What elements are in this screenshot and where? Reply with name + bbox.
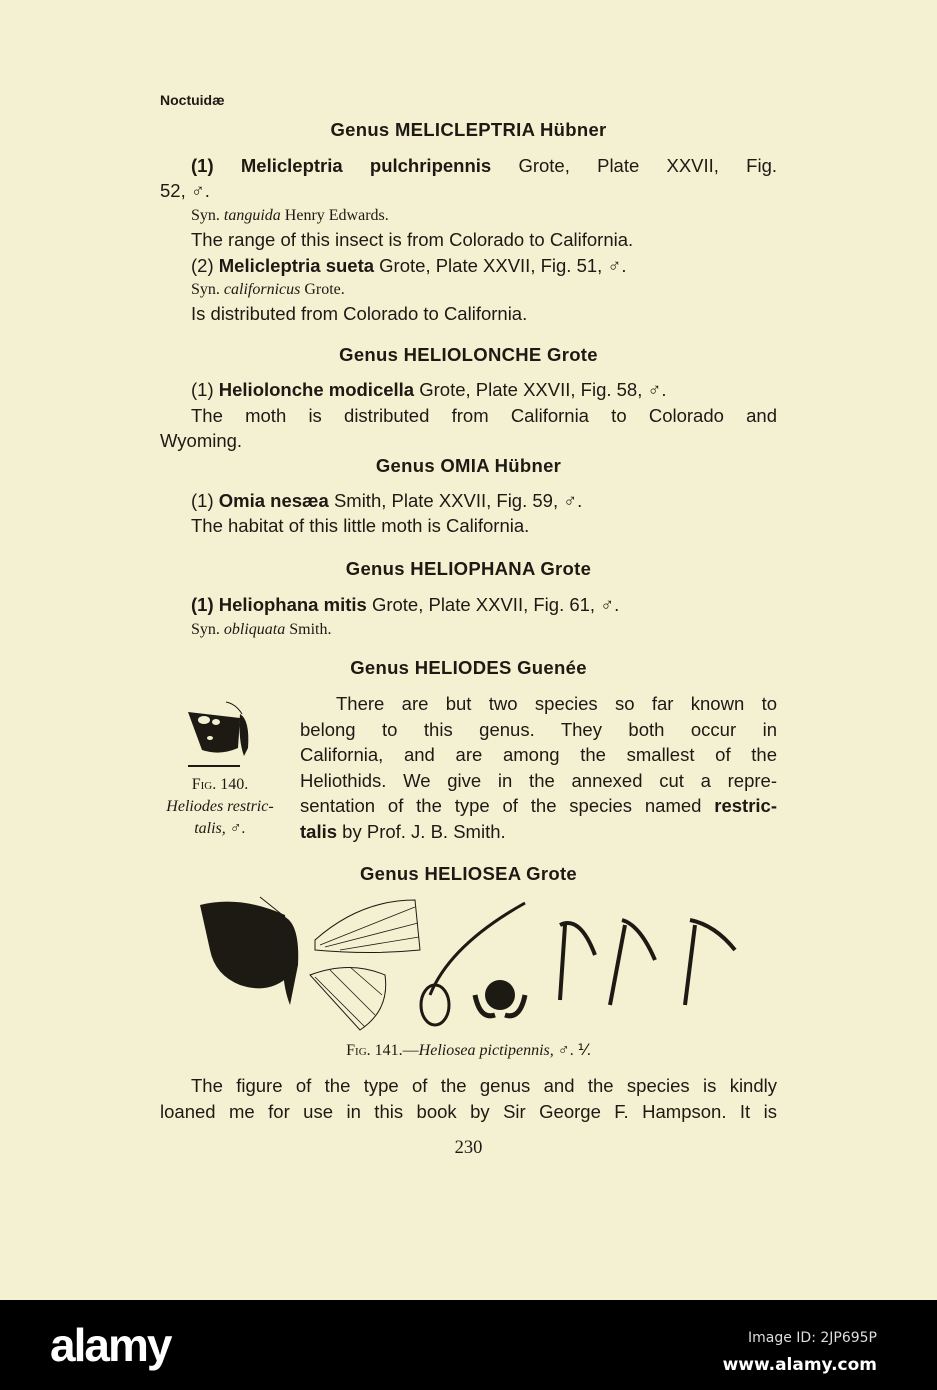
species-name: Melicleptria sueta	[218, 255, 375, 276]
syn-author: Smith.	[289, 621, 332, 638]
syn-name: obliquata	[223, 621, 286, 638]
entry-continuation: 52, ♂.	[160, 180, 210, 201]
synonym-line	[160, 278, 808, 302]
syn-author: Grote.	[304, 281, 345, 298]
para-line: There are but two species so far known to	[336, 693, 777, 714]
syn-label: Syn.	[191, 281, 220, 298]
fig-label: Fig. 140.	[191, 776, 249, 793]
genus-heading-heliodes: Genus HELIODES Guenée	[350, 657, 587, 678]
entry-number: (1)	[191, 594, 214, 615]
range-text: Is distributed from Colorado to California.	[191, 303, 528, 324]
synonym-line	[160, 204, 808, 228]
site-url: www.alamy.com	[722, 1355, 877, 1375]
species-name: Heliolonche modicella	[218, 379, 415, 400]
entry-heliophana-mitis	[160, 593, 777, 617]
closing-line: loaned me for use in this book by Sir George F. Hampson. It is	[160, 1101, 777, 1122]
fig-141-caption	[160, 1040, 777, 1062]
fig-caption-end: ♂. ⅟.	[557, 1042, 591, 1059]
para-line	[300, 793, 777, 819]
entry-omia-nesaea	[160, 489, 777, 513]
syn-author: Henry Edwards.	[284, 207, 389, 224]
entry-ref: Smith, Plate XXVII, Fig. 59, ♂.	[333, 490, 583, 511]
entry-melicleptria-pulchripennis	[160, 154, 777, 178]
species-name: restric-	[714, 795, 777, 817]
genus-heading-melicleptria: Genus MELICLEPTRIA Hübner	[330, 119, 607, 140]
genus-heading-heliosea: Genus HELIOSEA Grote	[359, 863, 578, 884]
closing-line: The figure of the type of the genus and the species is kindly	[191, 1075, 777, 1096]
para-line: Heliothids. We give in the annexed cut a repre-	[300, 769, 777, 791]
para-line	[300, 819, 777, 845]
para-text: by Prof. J. B. Smith.	[342, 820, 506, 842]
species-name: Omia nesæa	[218, 490, 329, 511]
syn-label: Syn.	[191, 207, 220, 224]
fig-label: Fig. 141.—	[346, 1042, 419, 1059]
entry-ref: Grote, Plate XXVII, Fig.	[518, 155, 778, 176]
fig-caption-line: talis, ♂.	[194, 820, 246, 837]
genus-heading-heliophana: Genus HELIOPHANA Grote	[345, 558, 592, 579]
genus-heading-heliolonche: Genus HELIOLONCHE Grote	[339, 344, 598, 365]
watermark-footer	[0, 1300, 937, 1390]
fig-140-caption	[150, 774, 290, 840]
entry-number: (1)	[191, 155, 214, 176]
syn-name: tanguida	[223, 207, 281, 224]
page-number: 230	[454, 1138, 483, 1158]
moth-illustration-fig140	[180, 700, 265, 772]
entry-ref: Grote, Plate XXVII, Fig. 58, ♂.	[419, 379, 667, 400]
habitat-text: The habitat of this little moth is California.	[191, 515, 530, 536]
species-name: Heliophana mitis	[218, 594, 367, 615]
entry-ref: Grote, Plate XXVII, Fig. 51, ♂.	[379, 255, 627, 276]
syn-label: Syn.	[191, 621, 220, 638]
entry-heliolonche-modicella	[160, 378, 777, 402]
species-name: talis	[300, 820, 338, 842]
para-line: belong to this genus. They both occur in	[300, 718, 777, 740]
synonym-line	[160, 618, 808, 642]
syn-name: californicus	[223, 281, 301, 298]
heliodes-paragraph	[300, 691, 777, 845]
moth-illustration-fig141	[190, 895, 750, 1035]
genus-heading-omia: Genus OMIA Hübner	[375, 455, 562, 476]
fig-caption: Heliosea pictipennis,	[418, 1042, 554, 1059]
entry-number: (1)	[191, 379, 214, 400]
distribution-text: The moth is distributed from California to Colorado and	[191, 405, 777, 426]
para-text: sentation of the type of the species named	[300, 795, 702, 817]
running-head: Noctuidæ	[160, 92, 225, 108]
distribution-text-cont: Wyoming.	[160, 430, 243, 451]
para-line: California, and are among the smallest of the	[300, 744, 777, 766]
entry-number: (1)	[191, 490, 214, 511]
fig-caption-line: Heliodes restric-	[166, 798, 274, 815]
entry-melicleptria-sueta	[160, 254, 777, 278]
image-id: Image ID: 2JP695P	[747, 1330, 877, 1346]
range-text: The range of this insect is from Colorado to California.	[191, 229, 634, 250]
alamy-logo: alamy	[50, 1319, 171, 1371]
entry-ref: Grote, Plate XXVII, Fig. 61, ♂.	[371, 594, 620, 615]
species-name: Melicleptria pulchripennis	[240, 155, 492, 176]
entry-number: (2)	[191, 255, 214, 276]
